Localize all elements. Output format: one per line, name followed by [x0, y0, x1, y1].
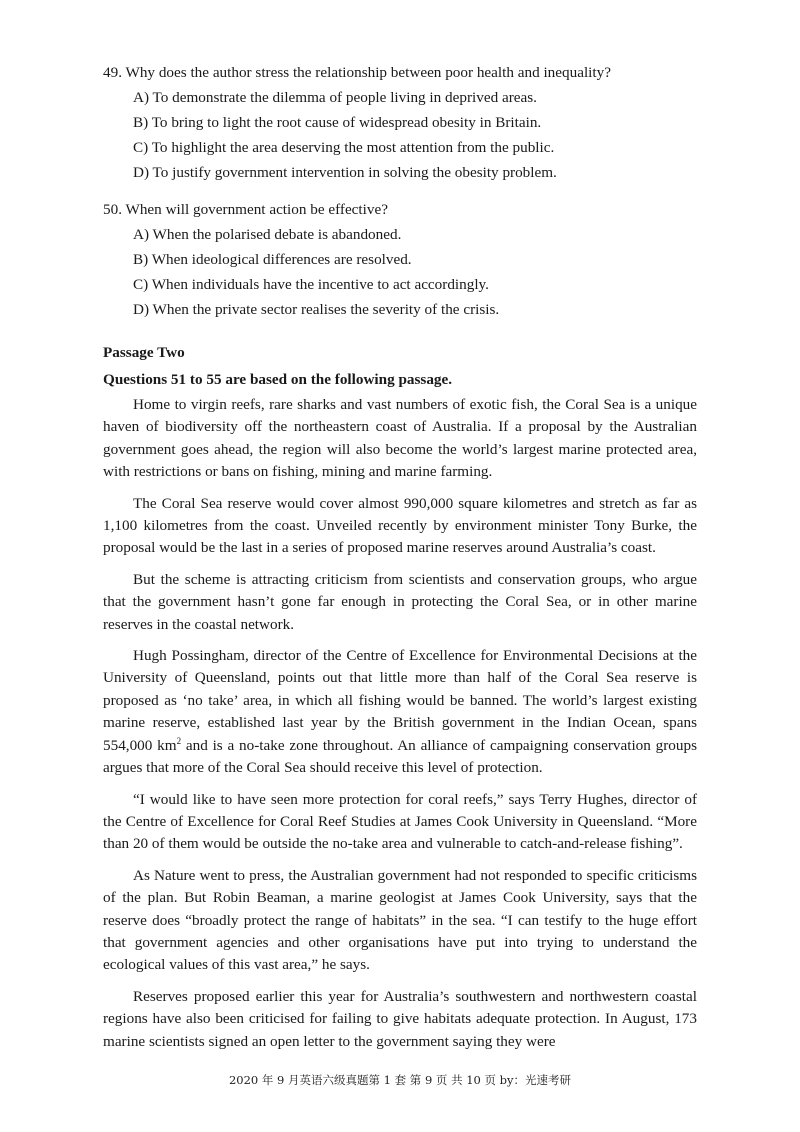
question-50: [103, 197, 697, 322]
question-49: [103, 60, 697, 185]
option-b: B) To bring to light the root cause of widespread obesity in Britain.: [133, 114, 542, 131]
superscript: 2: [176, 735, 182, 746]
paragraph: The Coral Sea reserve would cover almost 990,000 square kilometres and stretch as far as 1,100 kilometres from the coast. Unveiled recently by environment minister Tony Burke, the proposal would be the last in a series of proposed marine reserves around Australia’s coast.: [103, 494, 697, 557]
option-d: D) To justify government intervention in solving the obesity problem.: [133, 164, 557, 181]
option-a: A) When the polarised debate is abandoned.: [133, 226, 402, 243]
passage-instruction: Questions 51 to 55 are based on the following passage.: [103, 371, 453, 388]
paragraph: Home to virgin reefs, rare sharks and vast numbers of exotic fish, the Coral Sea is a unique haven of biodiversity off the northeastern coast of Australia. If a proposal by the Australian government goes ahead, the region will also become the world’s largest marine protected area, with restrictions or bans on fishing, mining and marine farming.: [103, 396, 697, 481]
option-a: A) To demonstrate the dilemma of people living in deprived areas.: [133, 89, 537, 106]
option-b: B) When ideological differences are resolved.: [133, 251, 412, 268]
exam-page: [103, 60, 697, 1062]
passage-title: Passage Two: [103, 344, 185, 361]
paragraph: “I would like to have seen more protection for coral reefs,” says Terry Hughes, director of the Centre of Excellence for Coral Reef Studies at James Cook University in Queensland. “More than 20 of them would be outside the no-take area and vulnerable to catch-and-release fishing”.: [103, 790, 697, 853]
paragraph: As Nature went to press, the Australian government had not responded to specific criticisms of the plan. But Robin Beaman, a marine geologist at James Cook University, says that the reserve does “broadly protect the range of habitats” in the sea. “I can testify to the huge effort that government agencies and other organisations have put into trying to understand the ecological values of this vast area,” he says.: [103, 866, 697, 974]
option-d: D) When the private sector realises the severity of the crisis.: [133, 301, 500, 318]
option-c: C) When individuals have the incentive to act accordingly.: [133, 276, 489, 293]
paragraph-text: Hugh Possingham, director of the Centre of Excellence for Environmental Decisions at the University of Queensland, points out that little more than half of the Coral Sea reserve is proposed as ‘no take’ area, in which all fishing would be banned. The world’s largest existing marine reserve, established last year by the British government in the Indian Ocean, spans 554,000 km: [103, 647, 697, 754]
option-c: C) To highlight the area deserving the most attention from the public.: [133, 139, 555, 156]
paragraph: But the scheme is attracting criticism from scientists and conservation groups, who argue that the government hasn’t gone far enough in protecting the Coral Sea, or in other marine reserves in the coastal network.: [103, 570, 697, 633]
question-stem: 50. When will government action be effective?: [103, 201, 388, 218]
page-footer: 2020 年 9 月英语六级真题第 1 套 第 9 页 共 10 页 by：光速考研: [228, 1073, 572, 1087]
paragraph-text: and is a no-take zone throughout. An alliance of campaigning conservation groups argues that more of the Coral Sea should receive this level of protection.: [103, 736, 697, 777]
paragraph: Reserves proposed earlier this year for Australia’s southwestern and northwestern coastal regions have also been criticised for failing to give habitats adequate protection. In August, 173 marine scientists signed an open letter to the government saying they were: [103, 987, 697, 1050]
question-stem: 49. Why does the author stress the relationship between poor health and inequality?: [103, 64, 611, 81]
paragraph: [103, 645, 697, 779]
